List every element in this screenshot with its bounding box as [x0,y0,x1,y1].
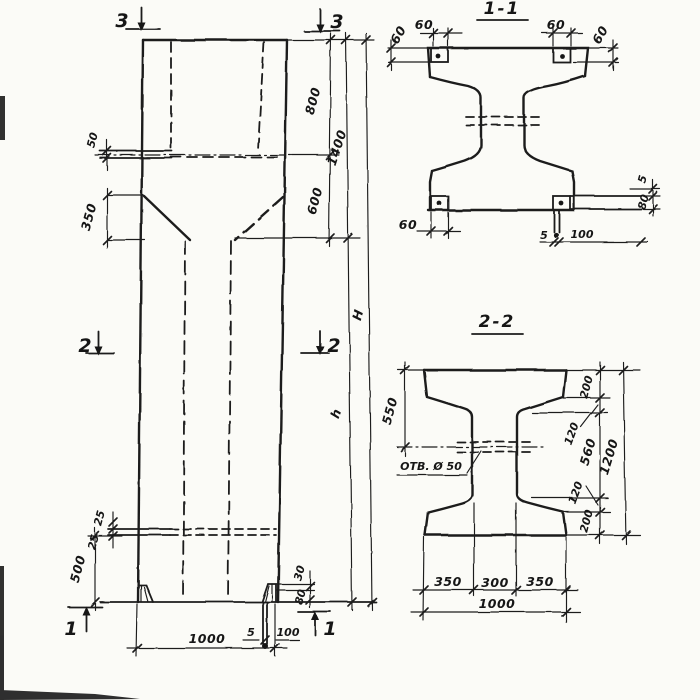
dim-1000-elevation-label: 1000 [188,631,226,646]
dim-25-lower-label: 25 [85,533,102,552]
dim-800-label: 800 [301,85,324,117]
s11-dim-80-right: 80 [635,193,652,212]
dim-25-upper-label: 25 [91,509,108,528]
scan-artifacts [0,96,140,700]
section-mark-2-right: 2 [327,335,341,357]
section-cut-marks [68,7,340,635]
section-1-1-view [387,28,660,246]
s22-dim-300: 300 [481,575,509,590]
s11-dim-5-bottom: 5 [540,229,548,242]
dim-5-foot-label: 5 [247,626,255,639]
dim-600-label: 600 [303,185,326,217]
dim-100-foot-label: 100 [276,626,300,639]
dim-50-label: 50 [84,131,101,150]
dim-500-label: 500 [66,553,89,585]
section-2-2-title: 2-2 [478,312,516,332]
head-socket-hidden-lines [171,42,278,157]
section-mark-1-left: 1 [64,618,78,640]
dim-30-label: 30 [291,564,308,583]
elevation-labels [64,10,366,646]
column-outline [100,40,376,602]
s22-dim-120-bottom: 120 [565,479,586,506]
s22-dim-200-top: 200 [577,374,596,400]
s11-dim-60-top-left: 60 [414,17,434,32]
s11-dim-60-left: 60 [387,23,410,47]
section-mark-3-right: 3 [330,11,344,33]
section-1-1-labels [387,0,652,242]
s11-dim-60-right: 60 [589,23,612,47]
section-1-1-outline [428,48,588,210]
s22-dim-560: 560 [576,436,599,468]
dim-80-label: 80 [292,588,309,607]
s11-dim-100-bottom: 100 [570,228,594,241]
s22-dim-1200: 1200 [596,436,622,477]
section-2-2-outline [397,370,566,535]
dim-1400-label: 1400 [323,127,350,168]
dim-h-label: h [327,406,345,421]
section-2-2-labels [379,312,621,611]
s22-dim-200-bottom: 200 [577,508,596,534]
s11-dim-60-top-right: 60 [546,17,566,32]
s22-dim-350-left: 350 [434,574,462,589]
section-mark-1-right: 1 [323,618,337,640]
s22-dim-120-top: 120 [561,420,582,447]
s11-dim-60-bottom-left: 60 [398,217,418,232]
s22-dim-350-right: 350 [526,574,554,589]
section-mark-3-left: 3 [115,10,129,32]
s22-dim-1000: 1000 [478,596,516,611]
s22-dim-550: 550 [378,395,401,427]
s11-dim-5-right: 5 [635,173,650,185]
elevation-view [68,7,376,656]
section-1-1-title: 1-1 [483,0,521,19]
s22-hole-label: ОТВ. Ø 50 [400,460,462,473]
lifting-hole-lines [108,529,276,535]
dim-H-label: H [348,307,367,323]
section-mark-2-left: 2 [78,335,92,357]
dim-350-label: 350 [77,201,100,233]
